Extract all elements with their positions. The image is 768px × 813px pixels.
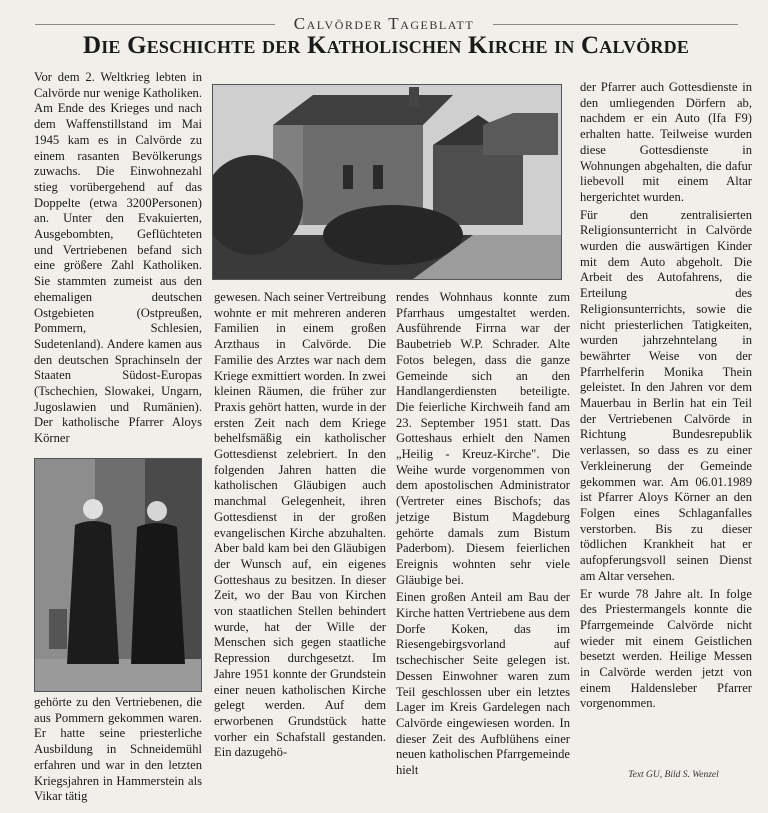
paragraph: Für den zentralisierten Religionsunterricht in Calvörde wurden die auswärtigen Kinder mit dem Auto abgeholt. Die Arbeit des Autofahrens, die Erteilung des Religionsunterrichts, sowie die nicht priesterlichen Tatigkeiten, wurden jahrzehntelang in bewährter Weise von der Pfarrhelferin Monika Thein geleistet. In den Jahren vor dem Mauerbau in Berlin hat ein Teil der Vertriebenen Calvörde in Richtung Bundesrepublik verlassen, so dass es zu einer Verkleinerung der Gemeinde gekommen war. Am 06.01.1989 ist Pfarrer Aloys Körner an den Folgen eines Schlaganfalles verstorben. Bis zu dieser tödlichen Krankheit hat er aufopferungsvoll seinen Dienst am Altar versehen. — [580, 207, 752, 583]
paragraph: gehörte zu den Vertriebenen, die aus Pommern gekommen waren. Er hatte seine priesterliche Ausbildung in Schneidemühl erfahren und war in den letzten Kriegsjahren in Hammerstein als Vikar tätig — [34, 695, 202, 804]
photo-two-priests — [34, 458, 202, 692]
paragraph: Er wurde 78 Jahre alt. In folge des Priestermangels konnte die Pfarrgemeinde Calvörde nicht wieder mit einem Geistlichen besetzt werden. Heilige Messen in Calvörde werden jetzt von einem Haldensleber Pfarrer vorgenommen. — [580, 586, 752, 711]
paragraph: Vor dem 2. Weltkrieg lebten in Calvörde nur wenige Katholiken. Am Ende des Krieges und nach dem Waffenstillstand im Mai 1945 kam es in Calvörde zu einem rasanten Bevölkerungs zuwachs. Die Einwohnezahl stieg vorübergehend auf das Doppelte (etwa 3200Personen) an. Unter den Evakuierten, Ausgebombten, Geflüchteten und Vertriebenen befand sich eine größere Zahl Katholiken. Sie stammten zumeist aus den ehemaligen deutschen Ostgebieten (Ostpreußen, Pommern, Schlesien, Sudetenland). Andere kamen aus den deutschen Sprachinseln der Staaten Südost-Europas (Tschechien, Slowakei, Ungarn, Jugoslawien und Rumänien). Der katholische Pfarrer Aloys Körner — [34, 70, 202, 446]
column-3 — [396, 290, 570, 779]
photo-credit: Text GU, Bild S. Wenzel — [628, 770, 719, 780]
masthead-rule-right — [493, 24, 738, 25]
paragraph: gewesen. Nach seiner Vertreibung wohnte er mit mehreren anderen Familien in einem großen Arzthaus in Calvörde. Die Familie des Arztes war nach dem Kriege exmittiert worden. In zwei kleinen Räumen, die früher zur Praxis gehört hatten, wurde in der ersten Zeit nach dem Kriege behelfsmäßig ein katholischer Gottesdienst zelebriert. In den folgenden Jahren hatten die katholischen Gläubigen auch manchmal Gelegenheit, ihren Gottesdienst in der großen evangelischen Kirche abzuhalten. Aber bald kam bei den Gläubigen der Wunsch auf, ein eigenes Gotteshaus zu besitzen. In dieser Zeit, wo der Bau von Kirchen von staatlichen Stellen behindert wurde, hat der Wille der Menschen sich gegen staatliche Repression durchgesetzt. Im Jahre 1951 konnte der Grundstein einer neuen katholischen Kirche gelegt werden. Auf dem erworbenen Grundstück hatte vorher ein Schafstall gestanden. Ein dazugehö- — [214, 290, 386, 760]
column-4 — [580, 80, 752, 712]
article-headline: Die Geschichte der Katholischen Kirche in Calvörde — [82, 32, 690, 59]
masthead-rule-left — [35, 24, 275, 25]
masthead: Calvörder Tageblatt — [293, 14, 475, 33]
paragraph: der Pfarrer auch Gottesdienste in den umliegenden Dörfern ab, nachdem er ein Auto (Ifa F9) erhalten hatte. Teilweise wurden diese Gottesdienste in Wohnungen abgehalten, die dafur liebevoll mit einem Altar hergerichtet wurden. — [580, 80, 752, 204]
paragraph: rendes Wohnhaus konnte zum Pfarrhaus umgestaltet werden. Ausführende Firrna war der Baubetrieb W.P. Schrader. Alte Fotos belegen, dass die ganze Gemeinde sich an den Handlangerdiensten beteiligte. Die feierliche Kirchweih fand am 23. September 1951 statt. Das Gotteshaus erhielt den Namen „Heilig - Kreuz-Kirche". Die Weihe wurde vorgenommen von dem apostolischen Administrator (Vertreter eines Bischofs; das jetzige Bistum Magdeburg gehörte damals zum Bistum Paderbom). Diesem feierlichen Ereignis wohnten sehr viele Gläubige bei. — [396, 290, 570, 587]
column-2 — [214, 290, 386, 761]
column-1 — [34, 70, 202, 447]
photo-church — [212, 84, 562, 280]
column-1-continued — [34, 695, 202, 805]
paragraph: Einen großen Anteil am Bau der Kirche hatten Vertriebene aus dem Dorfe Koken, das im Riesengebirgsvorland auf tschechischer Seite gelegen ist. Dessen Einwohner waren zum Teil geschlossen uber ein letztes Lager im Kreis Gardelegen nach Calvörde eingewiesen worden. In dieser Zeit des Aufblühens einer neuen katholischen Pfarrgemeinde hielt — [396, 590, 570, 778]
